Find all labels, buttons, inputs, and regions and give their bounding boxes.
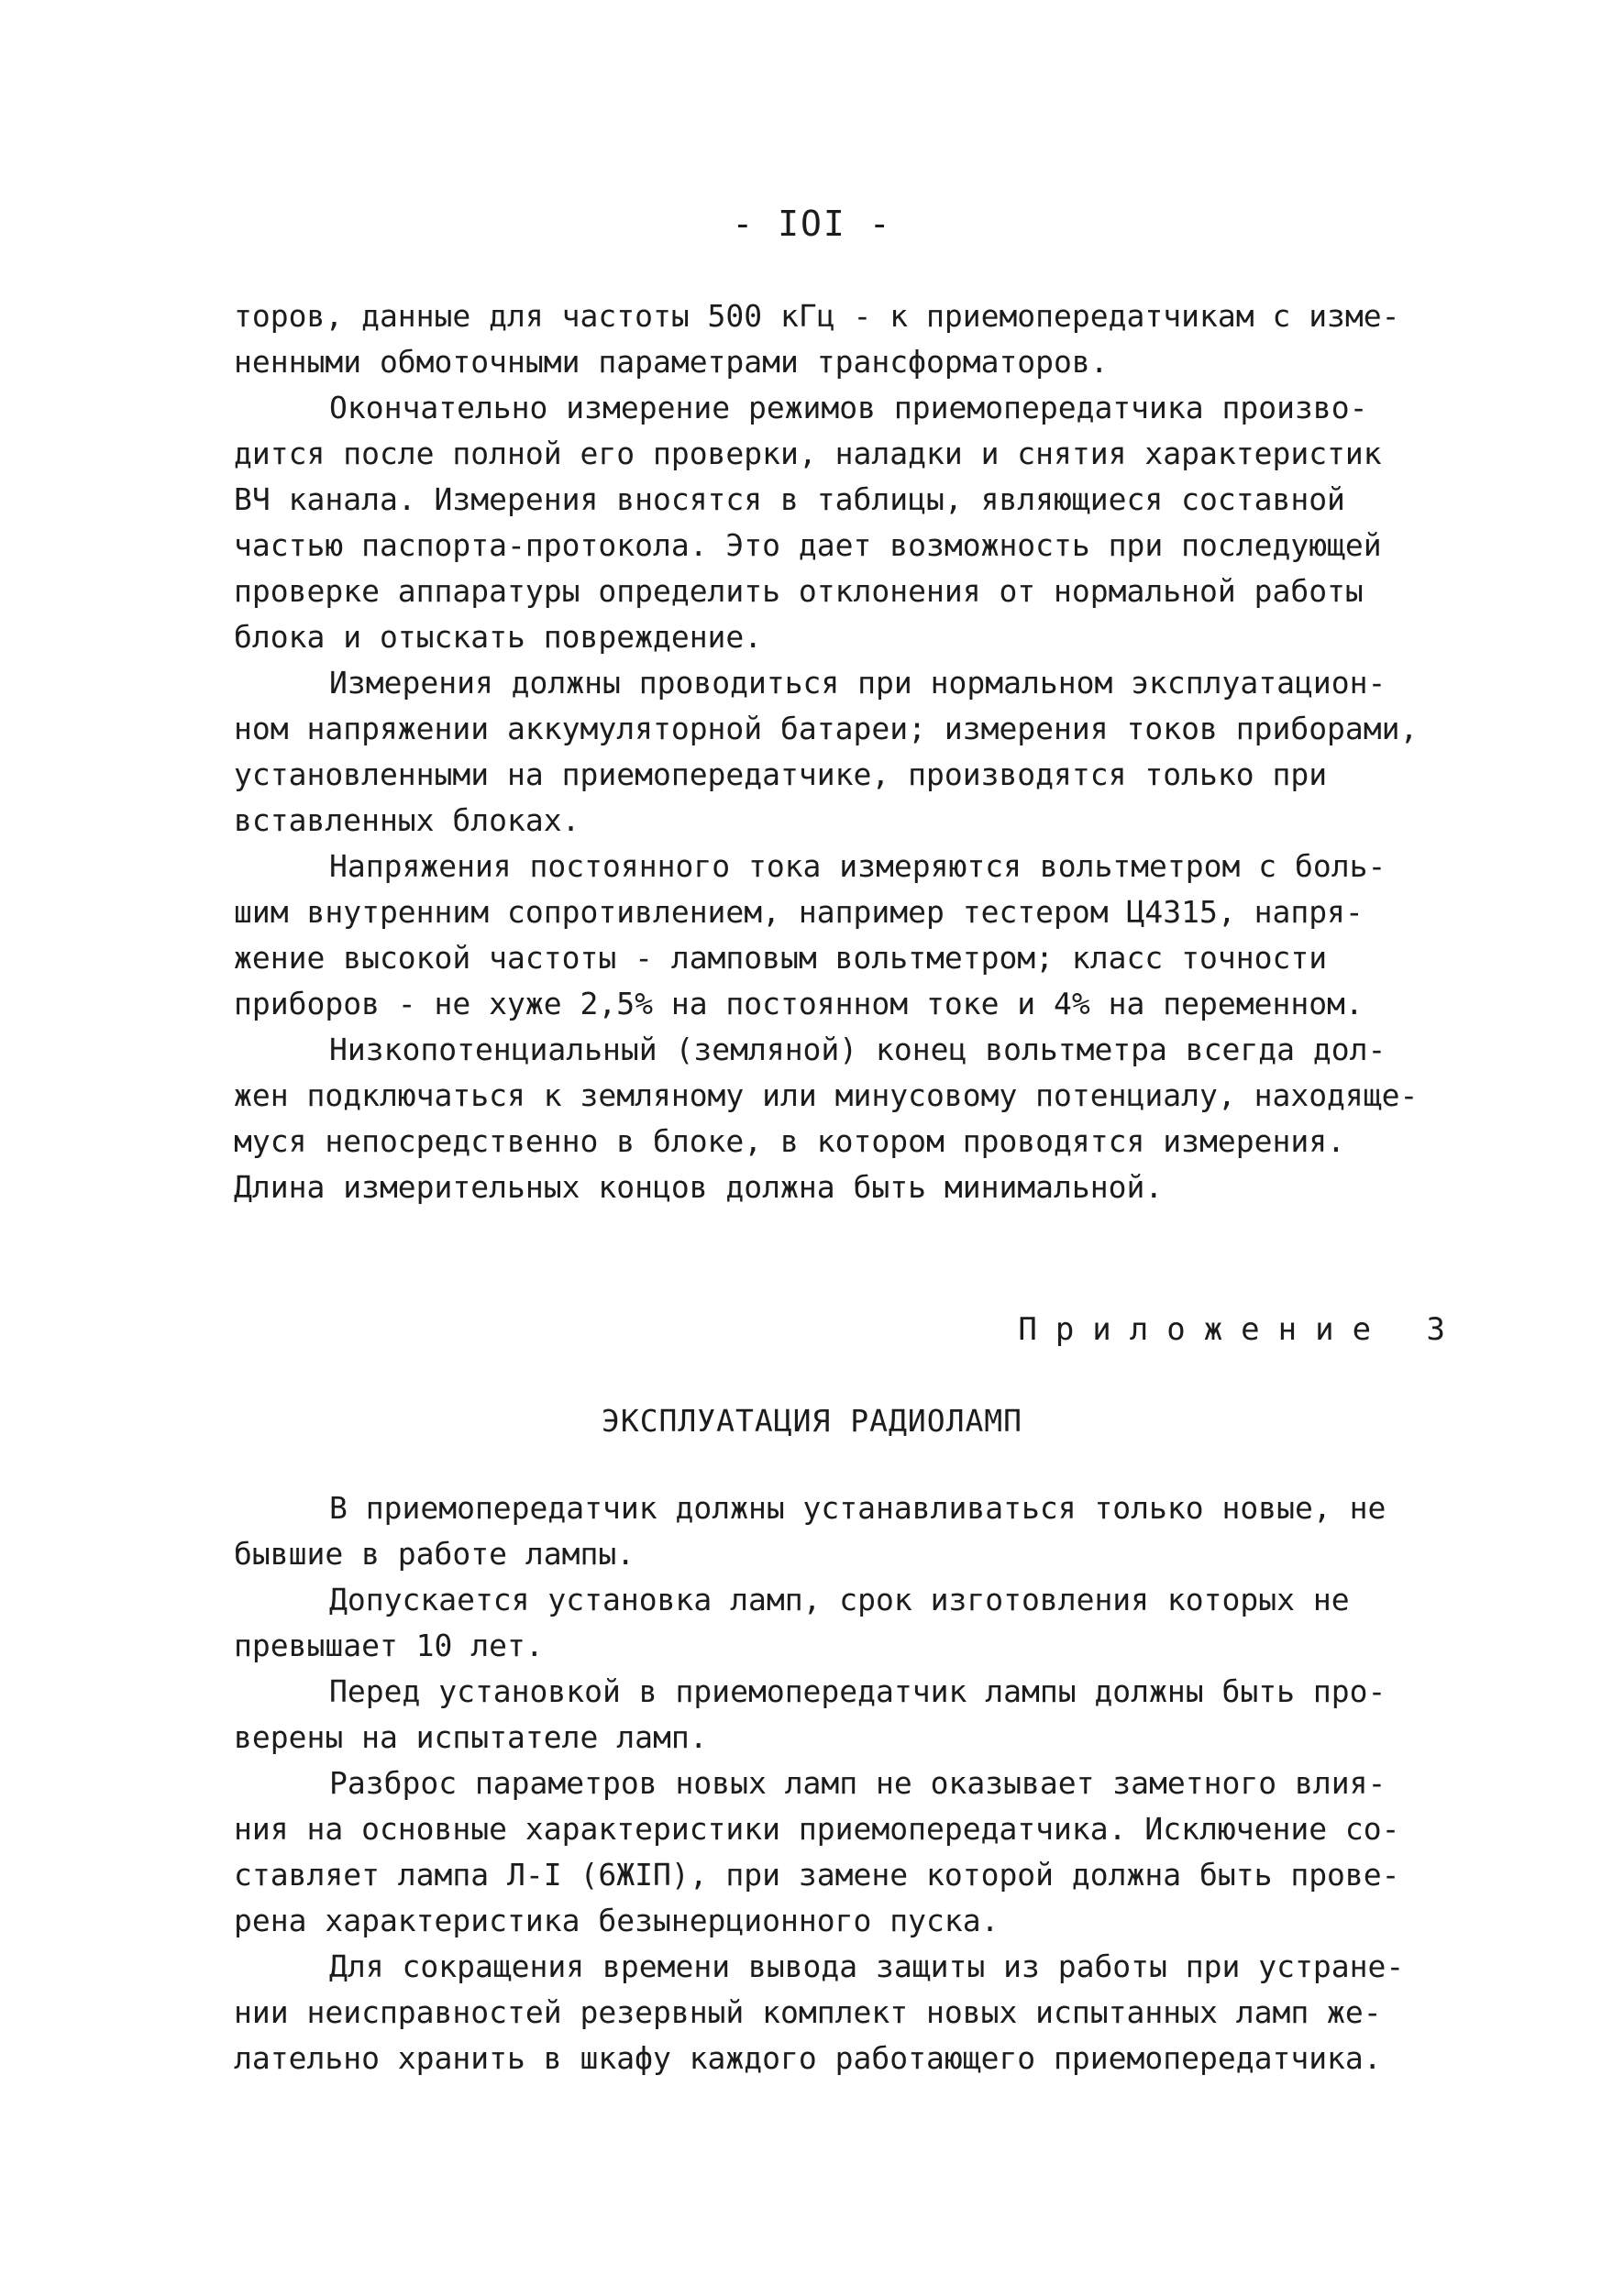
text-line: В приемопередатчик должны устанавливаться только новые, не — [329, 1490, 1386, 1526]
text-line: лательно хранить в шкафу каждого работающего приемопередатчика. — [234, 2040, 1382, 2076]
text-line: шим внутренним сопротивлением, например тестером Ц4315, напря- — [234, 894, 1364, 930]
text-line: приборов - не хуже 2,5% на постоянном токе и 4% на переменном. — [234, 986, 1364, 1021]
text-line: дится после полной его проверки, наладки и снятия характеристик — [234, 436, 1382, 471]
text-line: Перед установкой в приемопередатчик лампы должны быть про- — [329, 1673, 1386, 1709]
appendix-label: Приложение 3 — [1018, 1311, 1464, 1348]
body-text-section-1 — [234, 293, 1476, 1210]
text-line: вставленных блоках. — [234, 802, 580, 838]
text-line: Окончательно измерение режимов приемопередатчика произво- — [329, 390, 1368, 425]
text-line: торов, данные для частоты 500 кГц - к приемопередатчикам с изме- — [234, 298, 1400, 334]
text-line: Для сокращения времени вывода защиты из работы при устране- — [329, 1948, 1405, 1984]
text-line: Допускается установка ламп, срок изготовления которых не — [329, 1582, 1350, 1617]
text-line: Разброс параметров новых ламп не оказывает заметного влия- — [329, 1765, 1386, 1801]
text-line: Длина измерительных концов должна быть минимальной. — [234, 1169, 1164, 1205]
text-line: нии неисправностей резервный комплект новых испытанных ламп же- — [234, 1994, 1382, 2030]
text-line: превышает 10 лет. — [234, 1628, 544, 1663]
text-line: верены на испытателе ламп. — [234, 1719, 708, 1755]
text-line: блока и отыскать повреждение. — [234, 619, 763, 655]
text-line: установленными на приемопередатчике, производятся только при — [234, 756, 1328, 792]
text-line: жение высокой частоты - ламповым вольтметром; класс точности — [234, 940, 1328, 976]
text-line: бывшие в работе лампы. — [234, 1536, 635, 1572]
text-line: частью паспорта-протокола. Это дает возможность при последующей — [234, 527, 1382, 563]
page-number: - IOI - — [732, 204, 892, 244]
section-heading: ЭКСПЛУАТАЦИЯ РАДИОЛАМП — [601, 1403, 1023, 1439]
text-line: Напряжения постоянного тока измеряются вольтметром с боль- — [329, 848, 1386, 884]
text-line: ненными обмоточными параметрами трансформаторов. — [234, 344, 1109, 380]
text-line: муся непосредственно в блоке, в котором проводятся измерения. — [234, 1123, 1345, 1159]
text-line: ВЧ канала. Измерения вносятся в таблицы, являющиеся составной — [234, 481, 1345, 517]
text-line: ном напряжении аккумуляторной батареи; измерения токов приборами, — [234, 711, 1419, 746]
text-line: ния на основные характеристики приемопередатчика. Исключение со- — [234, 1811, 1400, 1847]
text-line: жен подключаться к земляному или минусовому потенциалу, находяще- — [234, 1077, 1419, 1113]
text-line: проверке аппаратуры определить отклонения от нормальной работы — [234, 573, 1364, 609]
text-line: Низкопотенциальный (земляной) конец вольтметра всегда дол- — [329, 1032, 1386, 1067]
body-text-section-2 — [234, 1485, 1476, 2081]
text-line: рена характеристика безынерционного пуска. — [234, 1903, 1000, 1938]
text-line: Измерения должны проводиться при нормальном эксплуатацион- — [329, 665, 1386, 701]
text-line: ставляет лампа Л-I (6ЖIП), при замене которой должна быть прове- — [234, 1857, 1400, 1893]
